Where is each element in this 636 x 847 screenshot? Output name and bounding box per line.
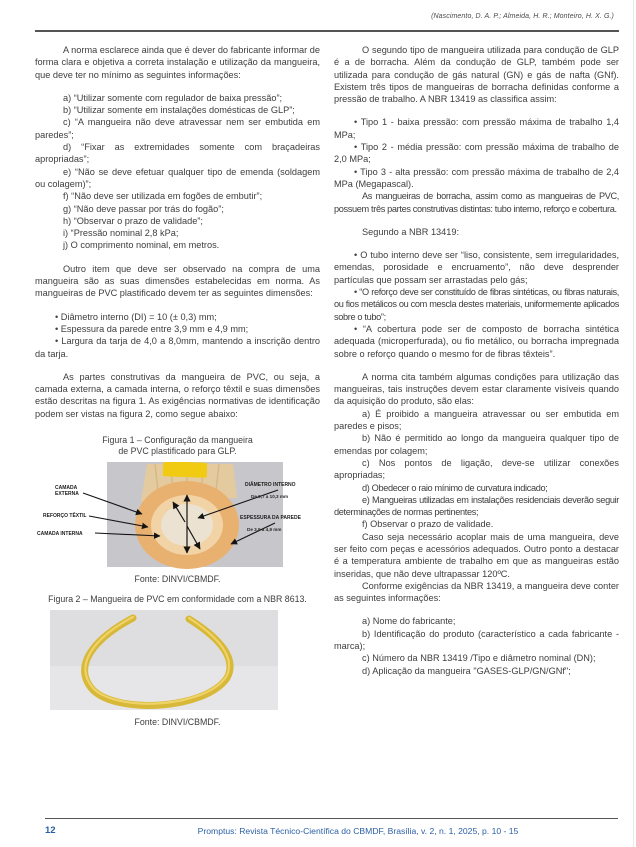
fig1-label-camada-externa-line1: CAMADA: [55, 485, 78, 492]
list-item-e: e) “Não se deve efetuar qualquer tipo de emenda (soldagem ou colagem)”;: [35, 166, 320, 189]
list-item-c: c) Nos pontos de ligação, deve-se utilizar conexões apropriadas;: [334, 457, 619, 481]
fig1-label-espessura-parede: ESPESSURA DA PAREDE: [240, 515, 301, 522]
bullet-tipo-2: • Tipo 2 - média pressão: com pressão máxima de trabalho de 2,0 MPa;: [334, 142, 619, 165]
figure-2-source: Fonte: DINVI/CBMDF.: [134, 717, 221, 728]
list-item-h: h) “Observar o prazo de validade”;: [63, 215, 203, 226]
list-condicoes: [334, 408, 619, 531]
figure-1: [35, 435, 320, 585]
bullet-largura-tarja: • Largura da tarja de 4,0 a 8,0mm, mantendo a inscrição dentro da tarja.: [35, 336, 320, 359]
list-item-g: g) “Não deve passar por trás do fogão”;: [63, 203, 224, 214]
list-item-e: e) Mangueiras utilizadas em instalações residenciais deverão seguir determinações de normas pertinentes;: [334, 494, 619, 518]
list-item-a: a) É proibido a mangueira atravessar ou ser embutida em paredes e pisos;: [334, 408, 619, 432]
page-number: 12: [45, 825, 56, 836]
list-item-d: d) Aplicação da mangueira "GASES-GLP/GN/GNf";: [362, 665, 571, 676]
fig1-label-camada-externa-line2: EXTERNA: [55, 491, 79, 498]
bullet-tipo-1: • Tipo 1 - baixa pressão: com pressão máxima de trabalho 1,4 MPa;: [334, 117, 619, 140]
list-item-b: b) Identificação do produto (característico a cada fabricante - marca);: [334, 628, 619, 652]
paragraph-exigencias-nbr: Conforme exigências da NBR 13419, a mangueira deve conter as seguintes informações:: [334, 580, 619, 604]
bullet-reforco: • “O reforço deve ser constituído de fibras sintéticas, ou fibras naturais, ou fios metálicos ou com mescla destes materiais, uniformemente aplicados sobre o tubo”;: [334, 287, 619, 322]
fig1-value-diametro-interno: De 9,7 a 10,3 mm: [251, 494, 289, 500]
list-item-j: j) O comprimento nominal, em metros.: [63, 240, 220, 251]
list-item-c: c) Número da NBR 13419 /Tipo e diâmetro nominal (DN);: [362, 653, 596, 664]
footer-rule: [45, 818, 618, 819]
list-item-a: a) Nome do fabricante;: [362, 616, 456, 627]
fig1-label-reforco-textil: REFORÇO TÊXTIL: [43, 513, 87, 520]
header-authors: (Nascimento, D. A. P.; Almeida, H. R.; Monteiro, H. X. G.): [431, 13, 614, 20]
figure-1-caption-line2: de PVC plastificado para GLP.: [118, 446, 237, 457]
bullet-diametro: • Diâmetro interno (DI) = 10 (± 0,3) mm;: [55, 311, 217, 322]
paragraph-condicoes-utilizacao: A norma cita também algumas condições para utilização das mangueiras, tais instruções devem estar claramente visíveis quando da aquisição do produto, são elas:: [334, 371, 619, 407]
list-item-a: a) “Utilizar somente com regulador de baixa pressão”;: [63, 92, 283, 103]
list-item-c: c) “A mangueira não deve atravessar nem ser embutida em paredes”;: [35, 117, 320, 140]
list-item-d: d) Obedecer o raio mínimo de curvatura indicado;: [362, 482, 548, 493]
list-item-b: b) “Utilizar somente em instalações domésticas de GLP”;: [63, 105, 295, 116]
paragraph-norma-fabricante: A norma esclarece ainda que é dever do fabricante informar de forma clara e objetiva a correta instalação e utilização da mangueira, que deve ter no mínimo as seguintes informações:: [35, 45, 320, 80]
fig1-label-diametro-interno: DIÂMETRO INTERNO: [245, 482, 296, 489]
list-item-f: f) Observar o prazo de validade.: [362, 519, 494, 530]
figure-1-caption-line1: Figura 1 – Configuração da mangueira: [102, 435, 253, 446]
list-item-d: d) “Fixar as extremidades somente com braçadeiras apropriadas”;: [35, 142, 320, 165]
list-item-f: f) “Não deve ser utilizada em fogões de embutir”;: [63, 191, 263, 202]
paragraph-partes-borracha: As mangueiras de borracha, assim como as mangueiras de PVC, possuem três partes construtivas distintas: tubo interno, reforço e cobertura.: [334, 191, 619, 214]
paragraph-partes-construtivas: As partes construtivas da mangueira de PVC, ou seja, a camada externa, a camada interna, o reforço têxtil e suas dimensões estão descritas na figura 1. As exigências normativas de identificação podem ser vistas na figura 2, como segue abaixo:: [35, 371, 320, 419]
bullet-list-nbr-13419: [334, 249, 619, 360]
figure-1-photo: [35, 462, 320, 570]
list-item-i: i) “Pressão nominal 2,8 kPa;: [63, 228, 179, 239]
fig1-value-espessura-parede: De 3,9 a 4,9 mm: [247, 527, 282, 533]
article-body: [35, 44, 619, 729]
scan-edge: [633, 0, 634, 847]
bullet-tipo-3: • Tipo 3 - alta pressão: com pressão máxima de trabalho de 2,4 MPa (Megapascal).: [334, 166, 619, 189]
header-rule: [35, 30, 619, 32]
figure-2-photo: [35, 610, 320, 713]
bullet-espessura: • Espessura da parede entre 3,9 mm e 4,9 mm;: [55, 323, 249, 334]
list-informacoes-nbr: [334, 615, 619, 676]
left-column: [35, 44, 320, 729]
hose-yellow-stripe: [163, 462, 207, 478]
figure-1-source: Fonte: DINVI/CBMDF.: [134, 574, 221, 585]
paragraph-segundo-nbr: Segundo a NBR 13419:: [362, 226, 460, 237]
bullet-list-dimensoes: [35, 311, 320, 360]
figure-2-caption: Figura 2 – Mangueira de PVC em conformidade com a NBR 8613.: [48, 594, 307, 605]
paragraph-mangueira-borracha: O segundo tipo de mangueira utilizada para condução de GLP é a de borracha. Além da condução de GLP, também pode ser utilizada para condução de gás natural (GN) e gás de nafta (GNf). Existem três tipos de mangueiras de borracha definidas conforme a pressão de trabalho. A NBR 13419 as classifica assim:: [334, 45, 619, 105]
figure-1-caption: [35, 435, 320, 457]
bullet-list-tipos: [334, 116, 619, 190]
paragraph-dimensoes: Outro item que deve ser observado na compra de uma mangueira são as suas dimensões estabelecidas em norma. As mangueiras de PVC plastificado devem ter as seguintes dimensões:: [35, 263, 320, 299]
figure-2: [35, 594, 320, 728]
right-column: [334, 44, 619, 729]
journal-citation: Promptus: Revista Técnico-Científica do CBMDF, Brasília, v. 2, n. 1, 2025, p. 10 - 15: [197, 826, 519, 836]
bullet-cobertura: • “A cobertura pode ser de composto de borracha sintética adequada (microperfurada), ou fio metálico, ou borracha impregnada sobre o reforço quando o mesmo for de fibras têxteis”.: [334, 323, 619, 359]
bullet-tubo-interno: • O tubo interno deve ser “liso, consistente, sem irregularidades, emendas, porosidade e encruamento”, não deve desprender partículas que possam ser arrastadas pelo gás;: [334, 250, 619, 285]
fig1-label-camada-interna: CAMADA INTERNA: [37, 531, 83, 538]
paragraph-acoplamento: Caso seja necessário acoplar mais de uma mangueira, deve ser feito com peças e acessórios adequados. Outro ponto a destacar é a temperatura ambiente de trabalho em que as mangueiras estão inseridas, que não deve ultrapassar 120ºC.: [334, 531, 619, 579]
list-informacoes-mangueira: [35, 92, 320, 252]
list-item-b: b) Não é permitido ao longo da mangueira qualquer tipo de emendas por colagem;: [334, 433, 619, 456]
